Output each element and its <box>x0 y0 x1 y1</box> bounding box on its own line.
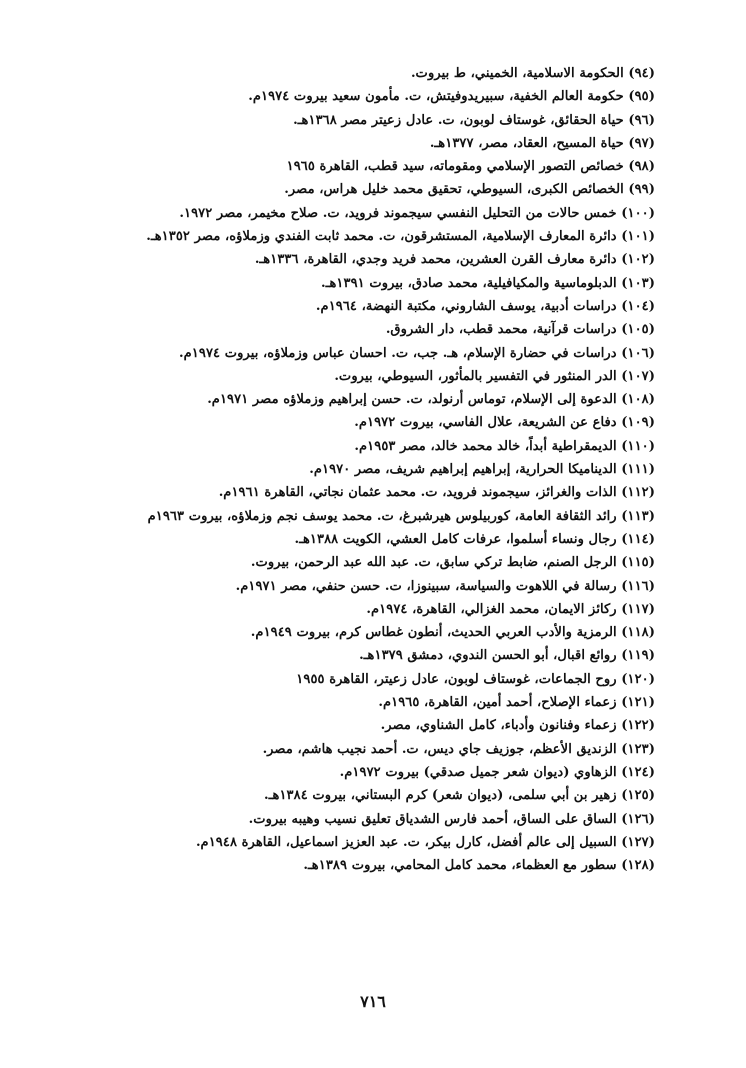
bibliography-entry: (١٢٣) الزنديق الأعظم، جوزيف جاي ديس، ت. أحمد نجيب هاشم، مصر. <box>262 741 655 757</box>
bibliography-entry: (١٠٧) الدر المنثور في التفسير بالمأثور، السيوطي، بيروت. <box>334 368 655 384</box>
bibliography-entry: (١١٧) ركائز الايمان، محمد الغزالي، القاهرة، ١٩٧٤م. <box>366 601 655 617</box>
bibliography-page <box>95 62 655 877</box>
bibliography-entry: (١٠٠) خمس حالات من التحليل النفسي سيجموند فرويد، ت. صلاح مخيمر، مصر ١٩٧٢. <box>179 205 655 221</box>
bibliography-entry: (١١٦) رسالة في اللاهوت والسياسة، سبينوزا، ت. حسن حنفي، مصر ١٩٧١م. <box>235 578 655 594</box>
bibliography-entry: (١١٩) روائع اقبال، أبو الحسن الندوي، دمشق ١٣٧٩هـ. <box>359 648 655 664</box>
bibliography-entry: (١١١) الديناميكا الحرارية، إبراهيم إبراهيم شريف، مصر ١٩٧٠م. <box>309 462 655 478</box>
bibliography-entry: (٩٦) حياة الحقائق، غوستاف لوبون، ت. عادل زعيتر مصر ١٣٦٨هـ. <box>293 112 655 128</box>
page-number: ٧١٦ <box>360 992 386 1011</box>
bibliography-entry: (١٢٠) روح الجماعات، غوستاف لوبون، عادل زعيتر، القاهرة ١٩٥٥ <box>296 671 655 687</box>
bibliography-list <box>95 62 655 877</box>
bibliography-entry: (١٠٦) دراسات في حضارة الإسلام، هـ. جب، ت. احسان عباس وزملاؤه، بيروت ١٩٧٤م. <box>179 345 655 361</box>
bibliography-entry: (١١٨) الرمزية والأدب العربي الحديث، أنطون غطاس كرم، بيروت ١٩٤٩م. <box>250 625 655 641</box>
bibliography-entry: (١٢٦) الساق على الساق، أحمد فارس الشدياق تعليق نسيب وهيبه بيروت. <box>248 811 655 827</box>
bibliography-entry: (١٠٨) الدعوة إلى الإسلام، توماس أرنولد، ت. حسن إبراهيم وزملاؤه مصر ١٩٧١م. <box>207 392 655 408</box>
bibliography-entry: (٩٧) حياة المسيح، العقاد، مصر، ١٣٧٧هـ. <box>429 135 655 151</box>
bibliography-entry: (١٠٤) دراسات أدبية، يوسف الشاروني، مكتبة النهضة، ١٩٦٤م. <box>315 298 655 314</box>
bibliography-entry: (١٠٣) الدبلوماسية والمكيافيلية، محمد صادق، بيروت ١٣٩١هـ. <box>320 275 655 291</box>
bibliography-entry: (١٠٩) دفاع عن الشريعة، علال الفاسي، بيروت ١٩٧٢م. <box>354 415 655 431</box>
bibliography-entry: (١١٢) الذات والغرائز، سيجموند فرويد، ت. محمد عثمان نجاتي، القاهرة ١٩٦١م. <box>218 485 655 501</box>
bibliography-entry: (٩٥) حكومة العالم الخفية، سبيريدوفيتش، ت. مأمون سعيد بيروت ١٩٧٤م. <box>248 89 655 105</box>
bibliography-entry: (١٠٥) دراسات قرآنية، محمد قطب، دار الشروق. <box>385 322 655 338</box>
bibliography-entry: (١٠٢) دائرة معارف القرن العشرين، محمد فريد وجدي، القاهرة، ١٣٣٦هـ. <box>254 252 655 268</box>
bibliography-entry: (٩٩) الخصائص الكبرى، السيوطي، تحقيق محمد خليل هراس، مصر. <box>284 182 655 198</box>
bibliography-entry: (١١٤) رجال ونساء أسلموا، عرفات كامل العشي، الكويت ١٣٨٨هـ. <box>294 531 655 547</box>
bibliography-entry: (١٢٥) زهير بن أبي سلمى، (ديوان شعر) كرم البستاني، بيروت ١٣٨٤هـ. <box>264 788 655 804</box>
bibliography-entry: (١١٠) الديمقراطية أبداً، خالد محمد خالد، مصر ١٩٥٣م. <box>354 438 655 454</box>
bibliography-entry: (١٢٢) زعماء وفنانون وأدباء، كامل الشناوي، مصر. <box>380 718 655 734</box>
bibliography-entry: (٩٤) الحكومة الاسلامية، الخميني، ط بيروت. <box>410 66 655 81</box>
bibliography-entry: (١٢٨) سطور مع العظماء، محمد كامل المحامي، بيروت ١٣٨٩هـ. <box>303 858 655 874</box>
bibliography-entry: (١٢١) زعماء الإصلاح، أحمد أمين، القاهرة، ١٩٦٥م. <box>378 695 655 711</box>
bibliography-entry: (٩٨) خصائص التصور الإسلامي ومقوماته، سيد قطب، القاهرة ١٩٦٥ <box>286 159 655 175</box>
bibliography-entry: (١٠١) دائرة المعارف الإسلامية، المستشرقون، ت. محمد ثابت الفندي وزملاؤه، مصر ١٣٥٢هـ. <box>146 229 655 245</box>
bibliography-entry: (١٢٤) الزهاوي (ديوان شعر جميل صدقي) بيروت ١٩٧٢م. <box>339 764 655 780</box>
bibliography-entry: (١٢٧) السبيل إلى عالم أفضل، كارل بيكر، ت. عبد العزيز اسماعيل، القاهرة ١٩٤٨م. <box>195 834 655 850</box>
bibliography-entry: (١١٥) الرجل الصنم، ضابط تركي سابق، ت. عبد الله عبد الرحمن، بيروت. <box>250 555 655 571</box>
bibliography-entry: (١١٣) رائد الثقافة العامة، كوربيلوس هيرشبرغ، ت. محمد يوسف نجم وزملاؤه، بيروت ١٩٦٣م <box>147 508 655 524</box>
